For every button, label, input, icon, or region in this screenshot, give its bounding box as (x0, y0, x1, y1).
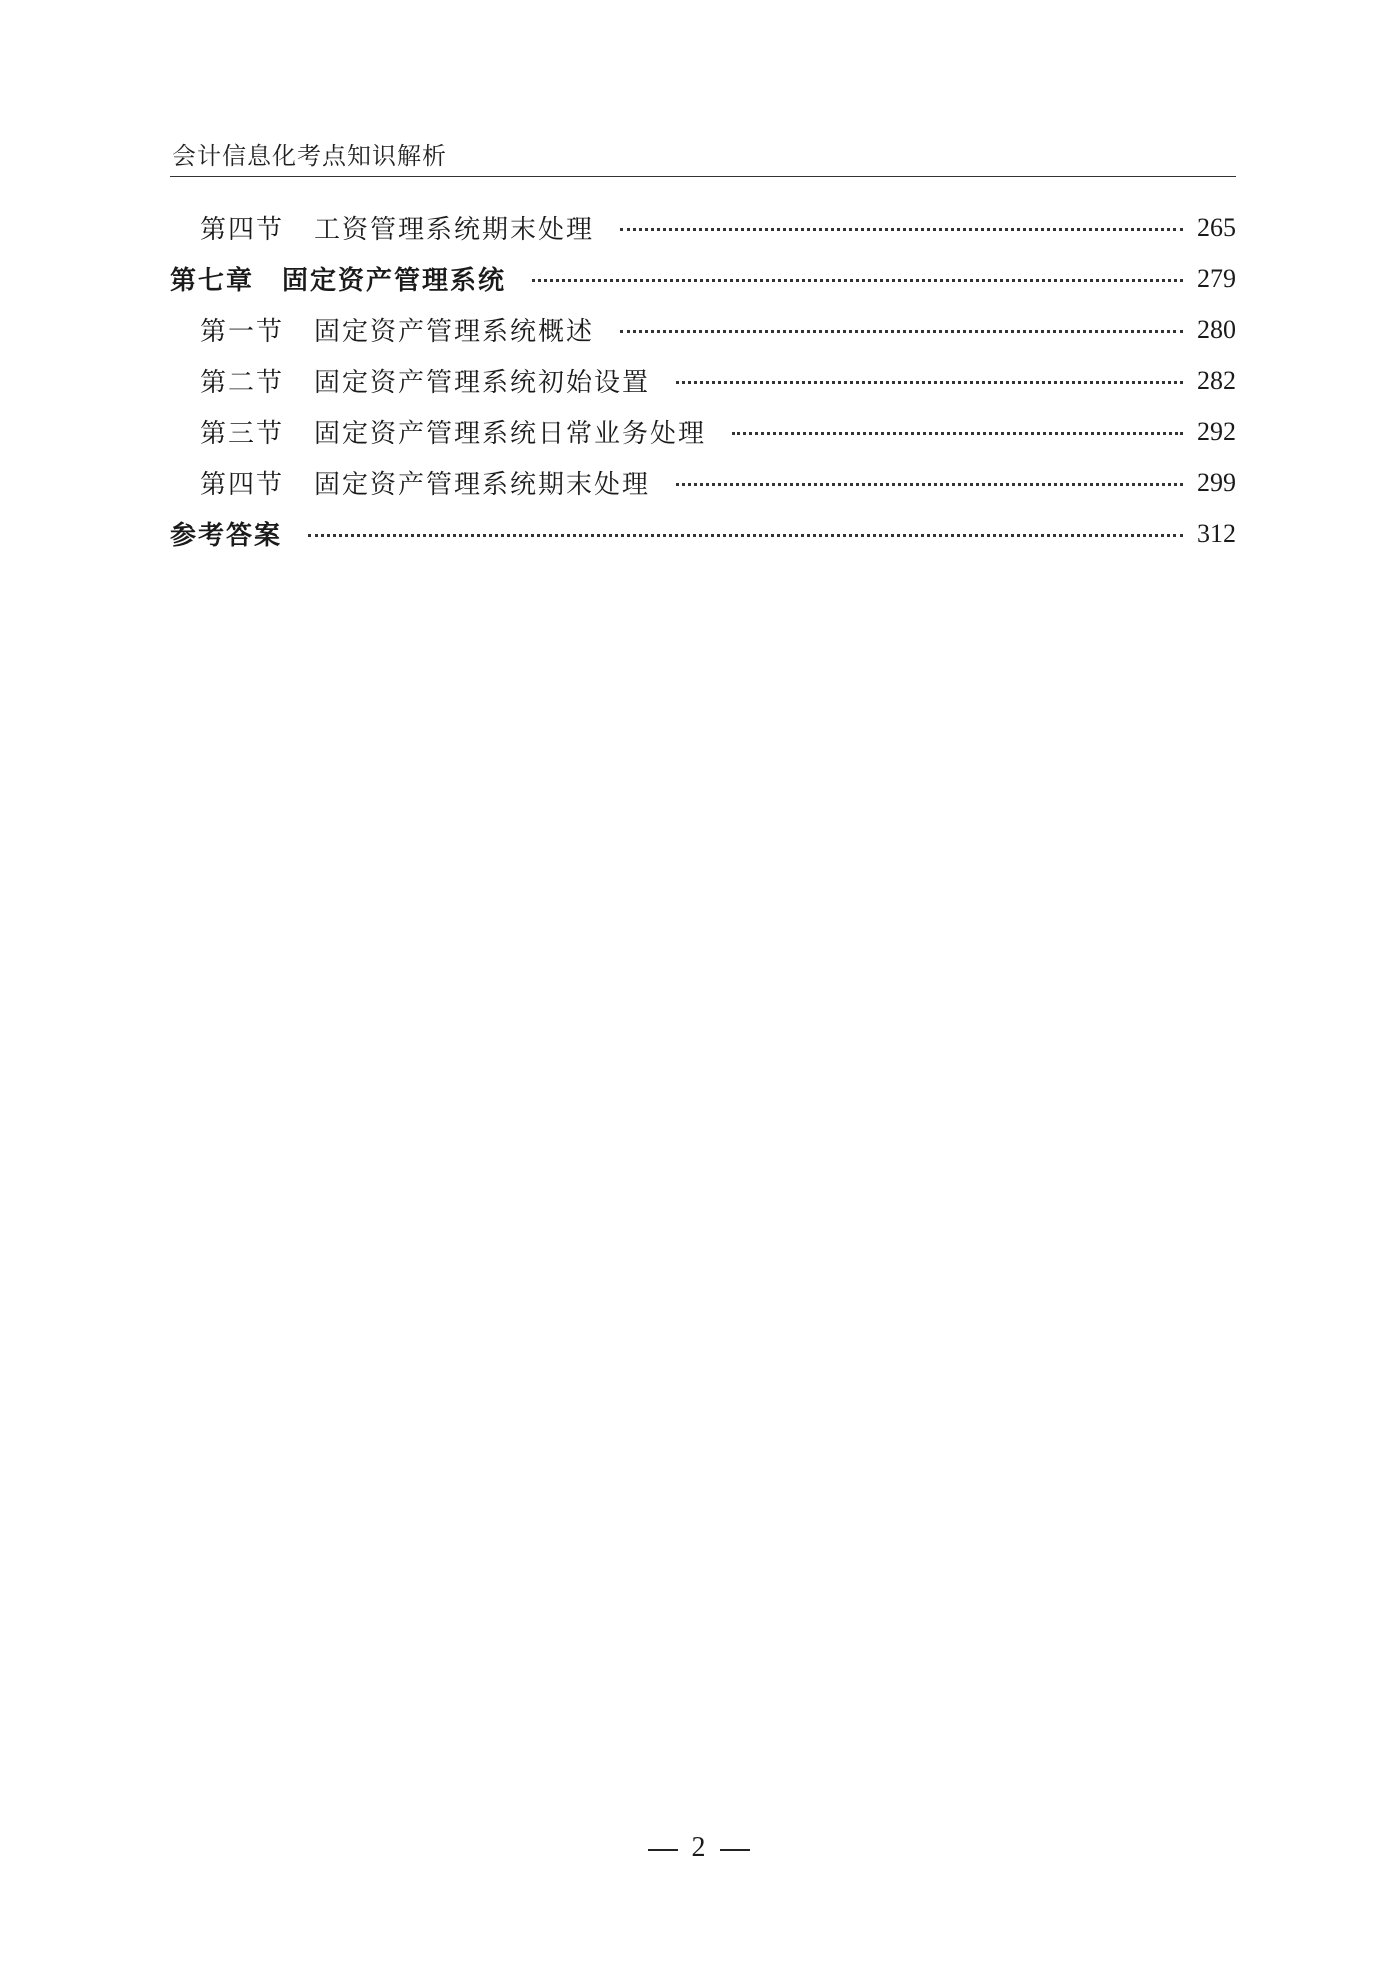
dot-leader (620, 330, 1183, 333)
toc-entry-page: 312 (1197, 518, 1236, 548)
page-number: 2 (691, 1832, 706, 1863)
toc-entry-title: 固定资产管理系统期末处理 (314, 470, 651, 500)
toc-entry-page: 265 (1197, 212, 1236, 242)
toc-entry-page: 279 (1197, 263, 1236, 293)
toc-entry[interactable] (170, 406, 1236, 457)
toc-entry-number: 第四节 (200, 470, 285, 500)
toc-chapter-title: 固定资产管理系统 (282, 266, 507, 296)
toc-answers-label: 参考答案 (170, 521, 283, 551)
toc-entry-title: 工资管理系统期末处理 (314, 215, 595, 245)
toc-entry[interactable] (170, 304, 1236, 355)
header-rule (170, 176, 1236, 177)
dot-leader (620, 228, 1183, 231)
toc-entry-title: 固定资产管理系统初始设置 (314, 368, 651, 398)
toc-entry-number: 第二节 (200, 368, 285, 398)
table-of-contents (170, 202, 1236, 559)
toc-chapter-entry[interactable] (170, 253, 1236, 304)
toc-entry-title: 固定资产管理系统概述 (314, 317, 595, 347)
toc-entry[interactable] (170, 202, 1236, 253)
footer-dash-left (648, 1849, 678, 1851)
toc-entry[interactable] (170, 457, 1236, 508)
running-header: 会计信息化考点知识解析 (172, 142, 447, 170)
toc-entry-page: 280 (1197, 314, 1236, 344)
dot-leader (732, 432, 1183, 435)
toc-answers-entry[interactable] (170, 508, 1236, 559)
footer-dash-right (720, 1849, 750, 1851)
toc-entry-page: 282 (1197, 365, 1236, 395)
dot-leader (532, 279, 1183, 282)
toc-entry-page: 292 (1197, 416, 1236, 446)
toc-entry-number: 第四节 (200, 215, 285, 245)
toc-entry-number: 第一节 (200, 317, 285, 347)
toc-entry[interactable] (170, 355, 1236, 406)
page-footer (0, 1832, 1397, 1864)
dot-leader (308, 534, 1183, 537)
toc-chapter-number: 第七章 (170, 266, 255, 296)
toc-entry-title: 固定资产管理系统日常业务处理 (314, 419, 707, 449)
dot-leader (676, 483, 1183, 486)
toc-entry-number: 第三节 (200, 419, 285, 449)
toc-entry-page: 299 (1197, 467, 1236, 497)
dot-leader (676, 381, 1183, 384)
